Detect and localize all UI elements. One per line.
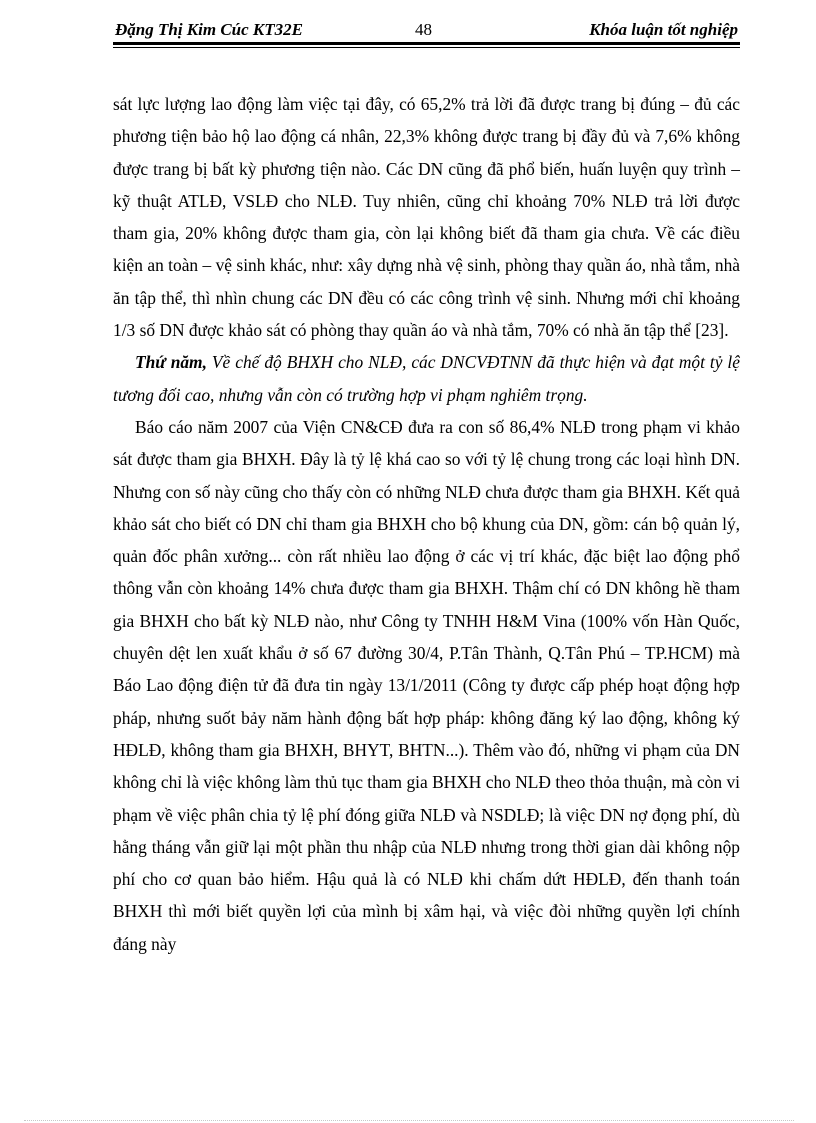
header-rule-thick [113, 42, 740, 45]
paragraph-bhxh-report: Báo cáo năm 2007 của Viện CN&CĐ đưa ra con số 86,4% NLĐ trong phạm vi khảo sát được tham gia BHXH. Đây là tỷ lệ khá cao so với tỷ lệ chung trong các loại hình DN. Nhưng con số này cũng cho thấy còn có những NLĐ chưa được tham gia BHXH. Kết quả khảo sát cho biết có DN chỉ tham gia BHXH cho bộ khung của DN, gồm: cán bộ quản lý, quản đốc phân xưởng... còn rất nhiều lao động ở các vị trí khác, đặc biệt lao động phổ thông vẫn còn khoảng 14% chưa được tham gia BHXH. Thậm chí có DN không hề tham gia BHXH cho bất kỳ NLĐ nào, như Công ty TNHH H&M Vina (100% vốn Hàn Quốc, chuyên dệt len xuất khẩu ở số 67 đường 30/4, P.Tân Thành, Q.Tân Phú – TP.HCM) mà Báo Lao động điện tử đã đưa tin ngày 13/1/2011 (Công ty được cấp phép hoạt động hợp pháp, nhưng suốt bảy năm hành động bất hợp pháp: không đăng ký lao động, không ký HĐLĐ, không tham gia BHXH, BHYT, BHTN...). Thêm vào đó, những vi phạm của DN không chỉ là việc không làm thủ tục tham gia BHXH cho NLĐ theo thỏa thuận, mà còn vi phạm về việc phân chia tỷ lệ phí đóng giữa NLĐ và NSDLĐ; là việc DN nợ đọng phí, dù hằng tháng vẫn giữ lại một phần thu nhập của NLĐ nhưng trong thời gian dài không nộp phí cho cơ quan bảo hiểm. Hậu quả là có NLĐ khi chấm dứt HĐLĐ, đến thanh toán BHXH thì mới biết quyền lợi của mình bị xâm hại, và việc đòi những quyền lợi chính đáng này [113, 416, 740, 954]
paragraph-continuation: sát lực lượng lao động làm việc tại đây, có 65,2% trả lời đã được trang bị đúng – đủ các phương tiện bảo hộ lao động cá nhân, 22,3% không được trang bị đầy đủ và 7,6% không được trang bị bất kỳ phương tiện nào. Các DN cũng đã phổ biến, huấn luyện quy trình – kỹ thuật ATLĐ, VSLĐ cho NLĐ. Tuy nhiên, cũng chỉ khoảng 70% NLĐ trả lời được tham gia, 20% không được tham gia, còn lại không biết đã tham gia chưa. Về các điều kiện an toàn – vệ sinh khác, như: xây dựng nhà vệ sinh, phòng thay quần áo, nhà tắm, nhà ăn tập thể, thì nhìn chung các DN đều có các công trình vệ sinh. Nhưng mới chỉ khoảng 1/3 số DN được khảo sát có phòng thay quần áo và nhà tắm, 70% có nhà ăn tập thể [23]. [113, 94, 740, 341]
page-bottom-separator [24, 1120, 794, 1121]
page-body [113, 88, 740, 960]
header-author: Đặng Thị Kim Cúc KT32E [115, 20, 303, 39]
paragraph-thu-nam [113, 346, 740, 411]
paragraph-lead-label: Thứ năm, [135, 352, 207, 373]
header-rule-thin [113, 47, 740, 48]
page-header [113, 16, 740, 42]
paragraph-italic-text: Về chế độ BHXH cho NLĐ, các DNCVĐTNN đã thực hiện và đạt một tỷ lệ tương đối cao, nhưng vẫn còn có trường hợp vi phạm nghiêm trọng. [113, 352, 740, 405]
page-number: 48 [415, 20, 432, 39]
header-doc-type: Khóa luận tốt nghiệp [589, 20, 738, 39]
